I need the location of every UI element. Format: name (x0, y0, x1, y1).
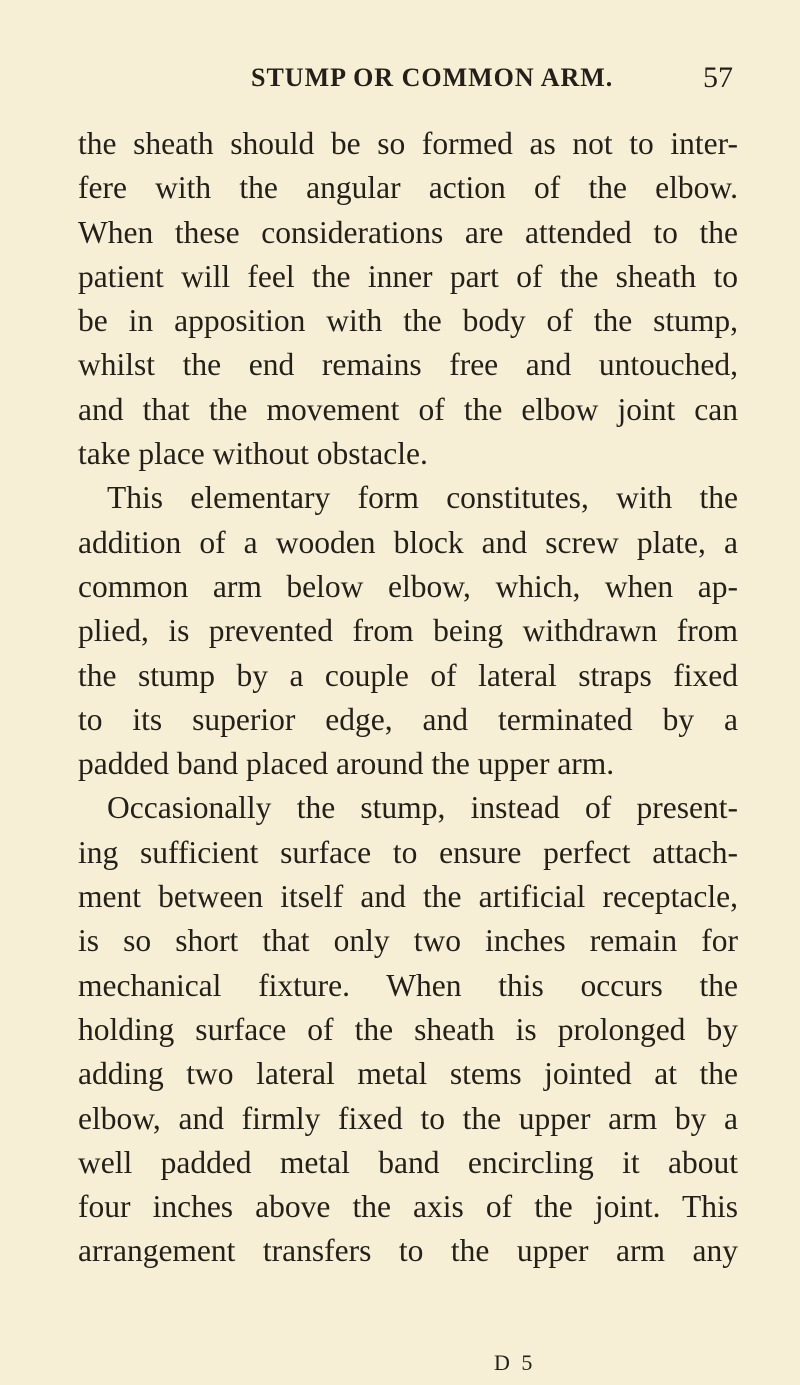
text-line: This elementary form constitutes, with the (107, 480, 738, 516)
text-line: elbow, and firmly fixed to the upper arm by a (78, 1100, 738, 1136)
text-line: When these considerations are attended to the (78, 214, 738, 250)
text-line: to its superior edge, and terminated by a (78, 701, 738, 737)
text-line: patient will feel the inner part of the sheath to (78, 258, 738, 294)
text-line: take place without obstacle. (78, 436, 428, 472)
text-line: well padded metal band encircling it about (78, 1144, 738, 1180)
body-text (78, 122, 738, 1274)
page-number: 57 (703, 61, 733, 94)
text-line: arrangement transfers to the upper arm any (78, 1233, 738, 1269)
text-line: padded band placed around the upper arm. (78, 746, 615, 782)
text-line: common arm below elbow, which, when ap- (78, 568, 738, 604)
text-line: ment between itself and the artificial receptacle, (78, 879, 738, 915)
text-line: and that the movement of the elbow joint can (78, 391, 738, 427)
text-line: the stump by a couple of lateral straps fixed (78, 657, 738, 693)
running-title: STUMP OR COMMON ARM. (251, 63, 614, 92)
text-line: ing sufficient surface to ensure perfect attach- (78, 834, 738, 870)
text-line: be in apposition with the body of the stump, (78, 303, 738, 339)
text-line: the sheath should be so formed as not to inter- (78, 126, 738, 161)
text-line: mechanical fixture. When this occurs the (78, 967, 738, 1003)
text-line: fere with the angular action of the elbow. (78, 170, 738, 206)
text-line: plied, is prevented from being withdrawn from (78, 613, 738, 649)
text-line: adding two lateral metal stems jointed at the (78, 1056, 738, 1092)
text-line: Occasionally the stump, instead of present- (107, 790, 738, 826)
text-line: is so short that only two inches remain for (78, 923, 738, 959)
text-line: four inches above the axis of the joint. This (78, 1189, 738, 1225)
signature-mark: D 5 (494, 1350, 536, 1375)
running-head (0, 58, 800, 98)
text-line: addition of a wooden block and screw plate, a (78, 524, 738, 560)
text-line: whilst the end remains free and untouched, (78, 347, 738, 383)
text-line: holding surface of the sheath is prolonged by (78, 1011, 738, 1047)
